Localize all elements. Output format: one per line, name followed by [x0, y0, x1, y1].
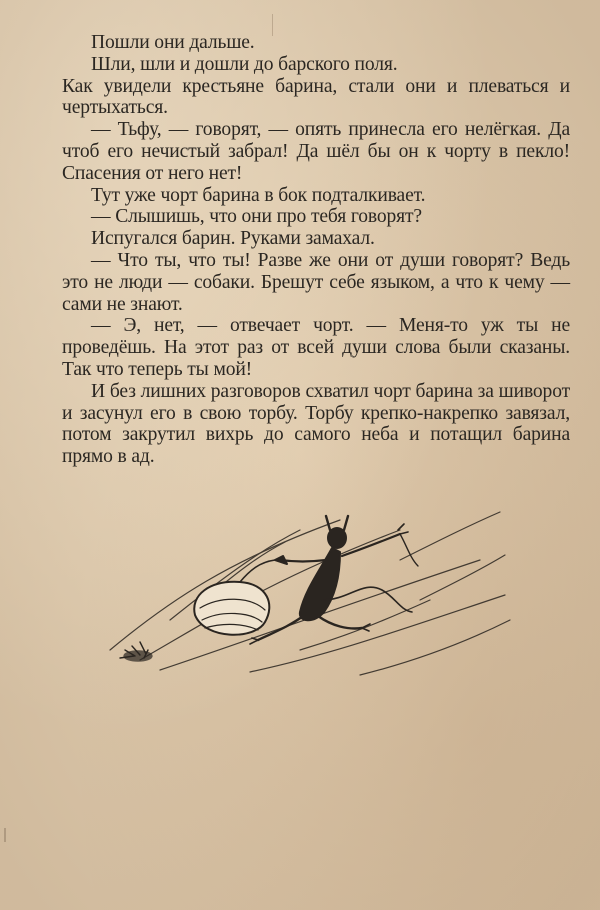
devil-with-sack-illustration: [100, 500, 515, 678]
paragraph-1: Пошли они дальше.: [91, 32, 255, 53]
whirlwind-devil-drawing: [100, 500, 515, 678]
page-edge-mark: [4, 828, 6, 842]
paragraph-7: Испугался барин. Руками замахал.: [91, 228, 375, 250]
story-text: [62, 32, 570, 468]
paragraph-4: — Тьфу, — говорят, — опять принесла его нелёгкая. Да чтоб его нечистый забрал! Да шёл бы он к чорту в пекло! Спасения от него нет!: [62, 119, 570, 184]
sack: [194, 556, 287, 635]
paragraph-8: — Что ты, что ты! Разве же они от души говорят? Ведь это не люди — собаки. Брешут себе языком, а что к чему — сами не знают.: [62, 249, 570, 315]
paragraph-5: Тут уже чорт барина в бок подталкивает.: [91, 184, 426, 206]
paragraph-2: Шли, шли и дошли до барского поля.: [91, 53, 398, 75]
paragraph-6: — Слышишь, что они про тебя говорят?: [91, 206, 422, 228]
dust-tuft: [120, 642, 152, 661]
paragraph-9: — Э, нет, — отвечает чорт. — Меня-то уж ты не проведёшь. На этот раз от всей души слова были сказаны. Так что теперь ты мой!: [62, 315, 570, 380]
paragraph-10: И без лишних разговоров схватил чорт барина за шиворот и засунул его в свою торбу. Торбу крепко-накрепко завязал, потом закрутил вихрь до самого неба и потащил барина прямо в ад.: [62, 380, 570, 468]
devil-figure: [250, 516, 418, 644]
paragraph-3: Как увидели крестьяне барина, стали они и плеваться и чертыхаться.: [62, 75, 570, 119]
